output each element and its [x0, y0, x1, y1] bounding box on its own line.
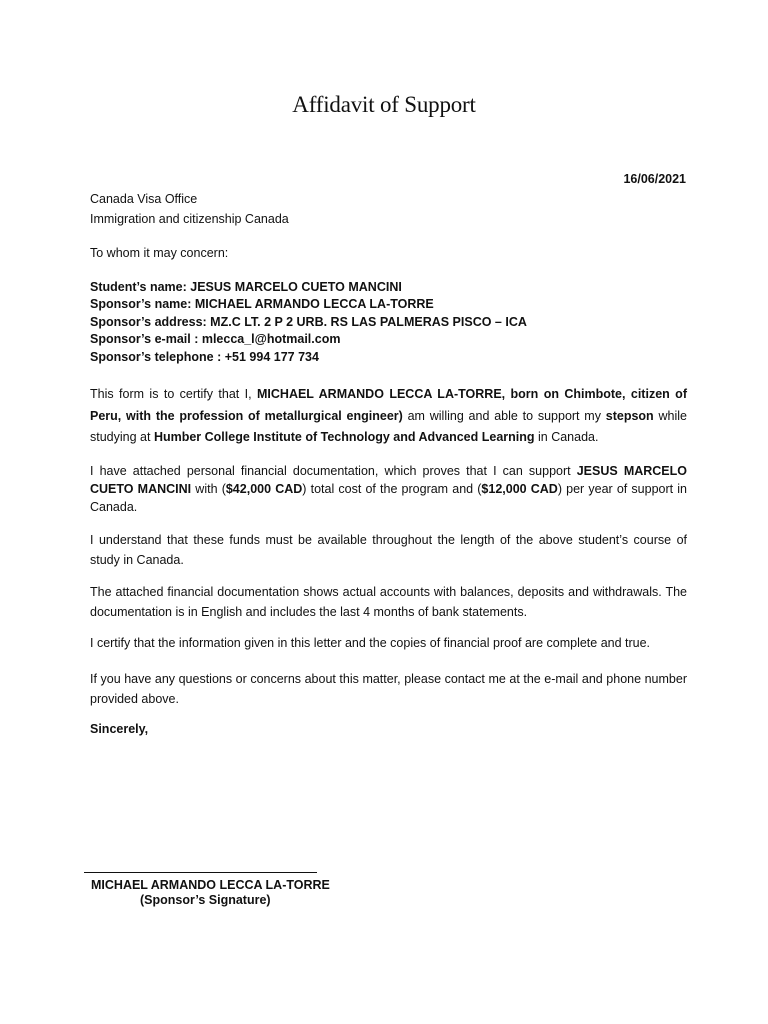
p2-text-e: ) total cost of the program and (	[302, 482, 482, 496]
signature-caption: (Sponsor’s Signature)	[140, 893, 271, 907]
signature-line	[84, 872, 317, 873]
letter-date: 16/06/2021	[623, 172, 686, 186]
documentation-paragraph: The attached financial documentation shows actual accounts with balances, deposits and withdrawals. The documentation is in English and includes the last 4 months of bank statements.	[90, 585, 687, 619]
p1-text-a: This form is to certify that I,	[90, 387, 257, 401]
certification-paragraph	[90, 384, 687, 449]
recipient-line-1: Canada Visa Office	[90, 192, 198, 206]
signature-name: MICHAEL ARMANDO LECCA LA-TORRE	[91, 878, 330, 892]
p2-text-a: I have attached personal financial documentation, which proves that I can support	[90, 464, 577, 478]
document-title: Affidavit of Support	[292, 92, 476, 117]
recipient-line-2: Immigration and citizenship Canada	[90, 212, 289, 226]
sponsor-email-line: Sponsor’s e-mail : mlecca_l@hotmail.com	[90, 332, 341, 346]
salutation: To whom it may concern:	[90, 246, 229, 260]
sponsor-name-line: Sponsor’s name: MICHAEL ARMANDO LECCA LA-TORRE	[90, 297, 434, 311]
sponsor-phone-line: Sponsor’s telephone : +51 994 177 734	[90, 350, 319, 364]
p2-yearly-support: $12,000 CAD	[481, 482, 558, 496]
sponsor-address-line: Sponsor’s address: MZ.C LT. 2 P 2 URB. RS LAS PALMERAS PISCO – ICA	[90, 315, 527, 329]
p2-student-name: JESUS MARCELO CUETO MANCINI	[90, 464, 688, 496]
p1-institution: Humber College Institute of Technology and Advanced Learning	[153, 430, 535, 444]
p1-text-g: in Canada.	[534, 430, 599, 444]
p1-relationship: stepson	[605, 408, 654, 423]
funds-availability-paragraph: I understand that these funds must be available throughout the length of the above student’s course of study in Canada.	[90, 533, 687, 567]
p2-program-cost: $42,000 CAD	[225, 482, 303, 496]
p2-text-g: ) per year of support in Canada.	[90, 482, 687, 514]
financial-support-paragraph	[90, 462, 687, 516]
student-name-line: Student’s name: JESUS MARCELO CUETO MANCINI	[90, 280, 402, 294]
p1-text-c: am willing and able to support my	[402, 408, 606, 423]
p2-text-c: with (	[191, 482, 226, 496]
contact-paragraph: If you have any questions or concerns about this matter, please contact me at the e-mail and phone number provided above.	[90, 672, 687, 706]
p1-sponsor-details: MICHAEL ARMANDO LECCA LA-TORRE, born on Chimbote, citizen of Peru, with the profession of metallurgical engineer)	[90, 387, 687, 423]
closing: Sincerely,	[90, 722, 149, 736]
p1-text-e: while studying at	[90, 408, 687, 444]
certification-statement: I certify that the information given in this letter and the copies of financial proof are complete and true.	[90, 636, 651, 650]
